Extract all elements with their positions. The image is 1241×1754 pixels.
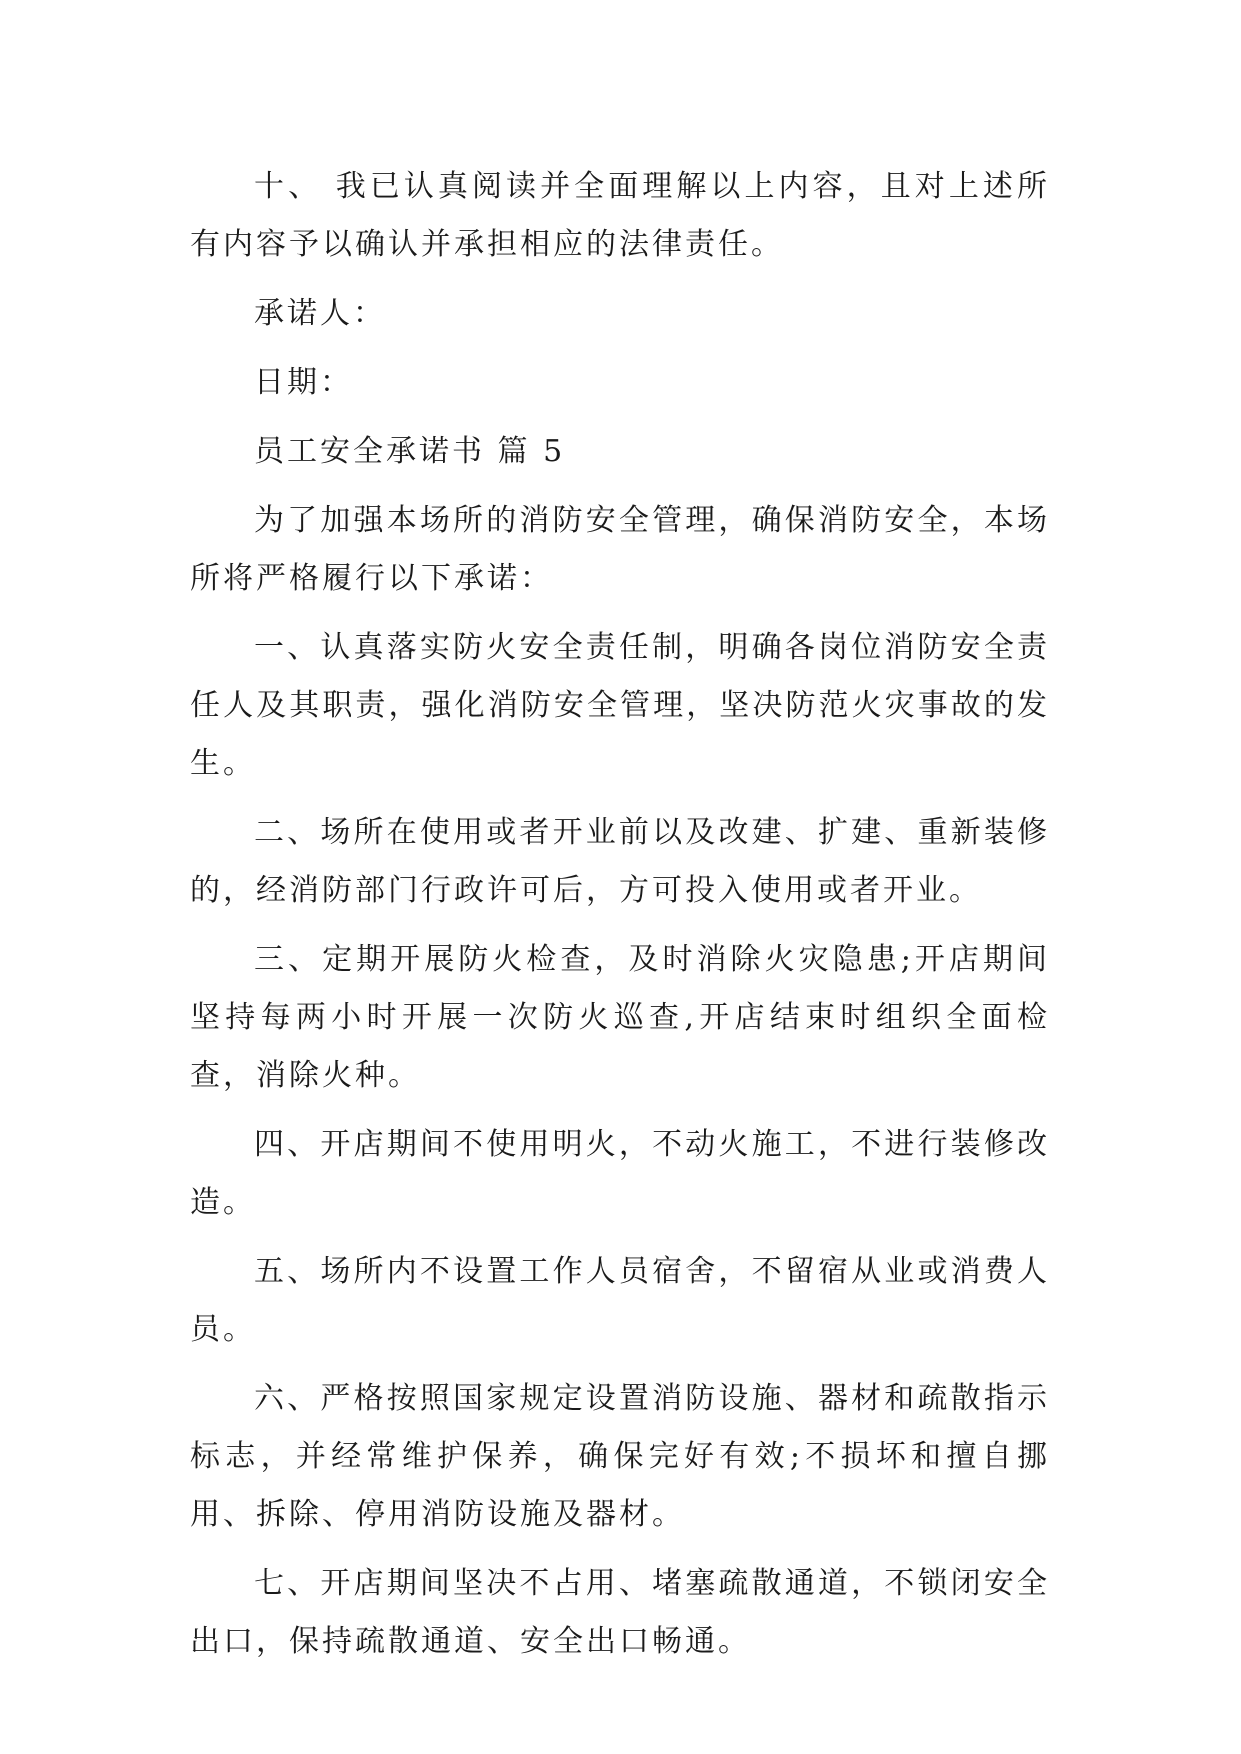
commitment-item-2: 二、场所在使用或者开业前以及改建、扩建、重新装修的，经消防部门行政许可后，方可投入使用或者开业。 [190, 815, 1050, 908]
commitment-item-6: 六、严格按照国家规定设置消防设施、器材和疏散指示标志，并经常维护保养，确保完好有效;不损坏和擅自挪用、拆除、停用消防设施及器材。 [190, 1381, 1050, 1532]
section-title: 员工安全承诺书 篇 5 [254, 434, 566, 469]
intro-paragraph: 为了加强本场所的消防安全管理，确保消防安全，本场所将严格履行以下承诺： [190, 503, 1050, 596]
commitment-item-7: 七、开店期间坚决不占用、堵塞疏散通道，不锁闭安全出口，保持疏散通道、安全出口畅通。 [190, 1566, 1050, 1659]
document-body [190, 158, 1050, 1682]
commitment-item-3: 三、定期开展防火检查，及时消除火灾隐患;开店期间坚持每两小时开展一次防火巡查,开店结束时组织全面检查，消除火种。 [190, 942, 1050, 1093]
signer-label: 承诺人： [254, 296, 386, 331]
commitment-item-4: 四、开店期间不使用明火，不动火施工，不进行装修改造。 [190, 1127, 1050, 1220]
paragraph-item-10-confirmation: 十、 我已认真阅读并全面理解以上内容，且对上述所有内容予以确认并承担相应的法律责任。 [190, 169, 1050, 262]
date-label: 日期： [254, 365, 353, 400]
commitment-item-1: 一、认真落实防火安全责任制，明确各岗位消防安全责任人及其职责，强化消防安全管理，坚决防范火灾事故的发生。 [190, 630, 1050, 781]
commitment-item-5: 五、场所内不设置工作人员宿舍，不留宿从业或消费人员。 [190, 1254, 1050, 1347]
